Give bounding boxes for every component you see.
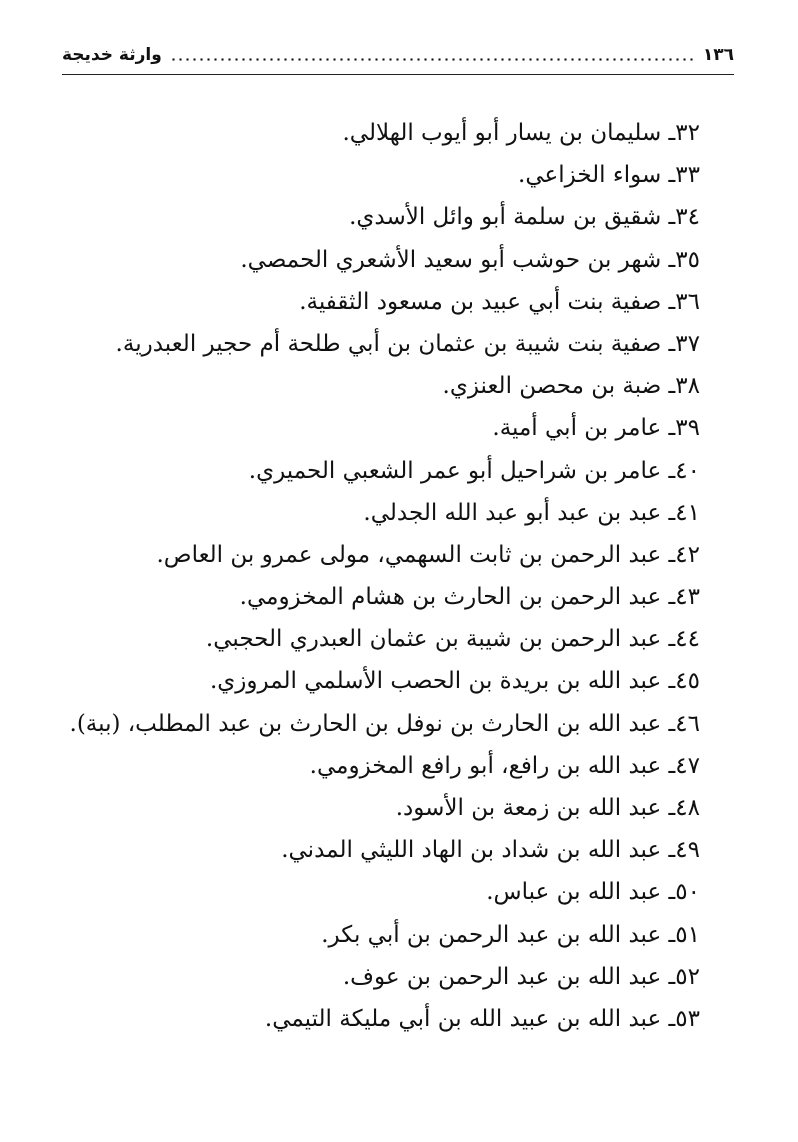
dotted-leader	[168, 46, 697, 64]
list-item-50: ٥٠ـ عبد الله بن عباس.	[486, 879, 700, 906]
list-item-39: ٣٩ـ عامر بن أبي أمية.	[492, 415, 700, 442]
list-item-48: ٤٨ـ عبد الله بن زمعة بن الأسود.	[395, 795, 700, 821]
list-item-38: ٣٨ـ ضبة بن محصن العنزي.	[442, 373, 700, 400]
list-item-37: ٣٧ـ صفية بنت شيبة بن عثمان بن أبي طلحة أم حجير العبدرية.	[115, 330, 700, 357]
narrator-list	[40, 112, 700, 1040]
list-item-40: ٤٠ـ عامر بن شراحيل أبو عمر الشعبي الحميري.	[248, 457, 700, 484]
list-item-45: ٤٥ـ عبد الله بن بريدة بن الحصب الأسلمي المروزي.	[209, 668, 700, 695]
list-item-41: ٤١ـ عبد بن عبد أبو عبد الله الجدلي.	[363, 499, 700, 526]
list-item-42: ٤٢ـ عبد الرحمن بن ثابت السهمي، مولى عمرو بن العاص.	[156, 541, 700, 568]
list-item-33: ٣٣ـ سواء الخزاعي.	[518, 162, 700, 189]
list-item-51: ٥١ـ عبد الله بن عبد الرحمن بن أبي بكر.	[321, 921, 700, 948]
list-item-47: ٤٧ـ عبد الله بن رافع، أبو رافع المخزومي.	[309, 752, 700, 779]
list-item-34: ٣٤ـ شقيق بن سلمة أبو وائل الأسدي.	[349, 204, 700, 231]
list-item-46: ٤٦ـ عبد الله بن الحارث بن نوفل بن الحارث بن عبد المطلب، (ببة).	[69, 710, 700, 737]
list-item-43: ٤٣ـ عبد الرحمن بن الحارث بن هشام المخزومي.	[239, 584, 700, 611]
list-item-49: ٤٩ـ عبد الله بن شداد بن الهاد الليثي المدني.	[281, 837, 700, 864]
running-header	[62, 38, 734, 72]
list-item-35: ٣٥ـ شهر بن حوشب أبو سعيد الأشعري الحمصي.	[240, 246, 700, 273]
list-item-32: ٣٢ـ سليمان بن يسار أبو أيوب الهلالي.	[342, 120, 700, 146]
header-rule	[62, 74, 734, 75]
list-item-52: ٥٢ـ عبد الله بن عبد الرحمن بن عوف.	[342, 963, 700, 990]
page-number: ١٣٦	[702, 45, 734, 65]
running-title: وارثة خديجة	[62, 45, 162, 65]
list-item-36: ٣٦ـ صفية بنت أبي عبيد بن مسعود الثقفية.	[299, 288, 700, 315]
list-item-44: ٤٤ـ عبد الرحمن بن شيبة بن عثمان العبدري الحجبي.	[205, 626, 700, 653]
list-item-53: ٥٣ـ عبد الله بن عبيد الله بن أبي مليكة التيمي.	[264, 1005, 700, 1032]
